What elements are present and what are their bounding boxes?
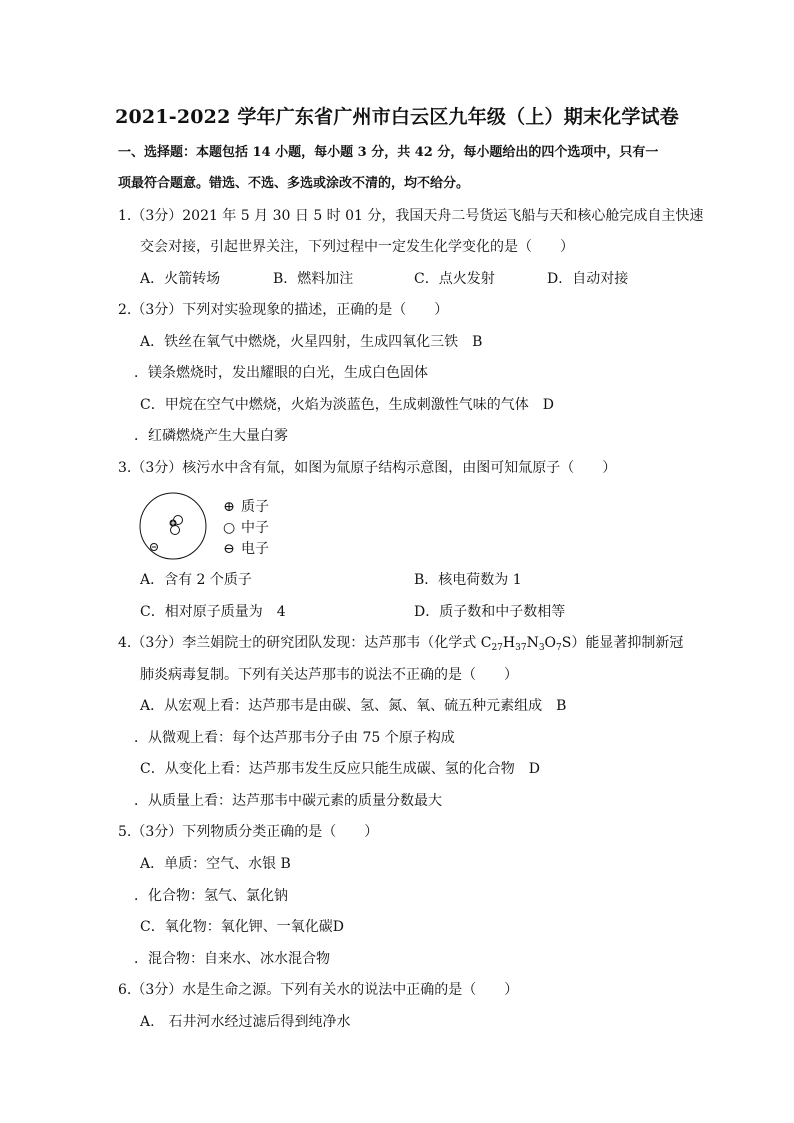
q3-option-a: A．含有 2 个质子 xyxy=(140,572,252,588)
section-instruction-line1: 一、选择题：本题包括 14 小题，每小题 3 分，共 42 分，每小题给出的四个选项中，只有一 xyxy=(118,145,659,160)
electron-icon: ⊖ xyxy=(223,541,235,557)
q1-option-c: C．点火发射 xyxy=(414,271,495,287)
q3-option-b: B．核电荷数为 1 xyxy=(414,572,522,588)
q2-stem: 2.（3分）下列对实验现象的描述，正确的是（ ） xyxy=(118,302,449,318)
q2-option-b: ．镁条燃烧时，发出耀眼的白光，生成白色固体 xyxy=(134,365,428,381)
neutron-icon: ○ xyxy=(223,520,236,536)
q4-option-b: ．从微观上看：每个达芦那韦分子由 75 个原子构成 xyxy=(134,730,455,746)
q4-option-d: ．从质量上看：达芦那韦中碳元素的质量分数最大 xyxy=(134,793,442,809)
formula-n-count: 3 xyxy=(538,643,545,653)
legend-proton-label: 质子 xyxy=(241,499,269,515)
q1-option-a: A．火箭转场 xyxy=(140,271,221,287)
formula-h-count: 37 xyxy=(515,643,527,653)
formula-h: H xyxy=(502,635,516,651)
q5-option-b: ．化合物：氢气、氯化钠 xyxy=(134,888,288,904)
nucleus-neutron-bottom xyxy=(171,526,180,535)
q1-stem-line2: 交会对接，引起世界关注，下列过程中一定发生化学变化的是（ ） xyxy=(140,239,574,255)
q4-option-a: A．从宏观上看：达芦那韦是由碳、氢、氮、氧、硫五种元素组成 B xyxy=(140,698,567,714)
legend-neutron xyxy=(223,517,269,537)
q5-option-a: A．单质：空气、水银 B xyxy=(140,856,291,872)
q1-stem-line1: 1.（3分）2021 年 5 月 30 日 5 时 01 分，我国天舟二号货运飞船与天和核心舱完成自主快速 xyxy=(118,208,704,224)
q2-option-a: A．铁丝在氧气中燃烧，火星四射，生成四氧化三铁 B xyxy=(140,334,483,350)
formula-o-count: 7 xyxy=(556,643,562,653)
q3-option-d: D．质子数和中子数相等 xyxy=(414,604,566,620)
q2-option-c: C．甲烷在空气中燃烧，火焰为淡蓝色，生成刺激性气味的气体 D xyxy=(140,397,554,413)
legend-neutron-label: 中子 xyxy=(241,520,269,536)
q3-stem: 3.（3分）核污水中含有氚，如图为氚原子结构示意图，由图可知氚原子（ ） xyxy=(118,460,617,476)
q3-option-c: C．相对原子质量为 4 xyxy=(140,604,286,620)
legend-proton xyxy=(223,496,269,516)
q1-option-d: D．自动对接 xyxy=(547,271,629,287)
q5-option-d: ．混合物：自来水、冰水混合物 xyxy=(134,951,330,967)
formula-c-count: 27 xyxy=(491,643,503,653)
q2-option-d: ．红磷燃烧产生大量白雾 xyxy=(134,428,288,444)
q1-option-b: B．燃料加注 xyxy=(273,271,354,287)
q4-stem-line1-end: S）能显著抑制新冠 xyxy=(561,635,684,651)
formula-o: O xyxy=(544,635,557,651)
proton-icon: ⊕ xyxy=(223,499,235,515)
tritium-atom-diagram xyxy=(138,494,212,558)
q5-stem: 5.（3分）下列物质分类正确的是（ ） xyxy=(118,824,379,840)
q6-option-a: A. 石井河水经过滤后得到纯净水 xyxy=(140,1014,351,1030)
q6-stem: 6.（3分）水是生命之源。下列有关水的说法中正确的是（ ） xyxy=(118,982,519,998)
exam-title: 2021-2022 学年广东省广州市白云区九年级（上）期末化学试卷 xyxy=(115,106,679,128)
q4-stem-line2: 肺炎病毒复制。下列有关达芦那韦的说法不正确的是（ ） xyxy=(140,667,518,683)
legend-electron xyxy=(223,538,269,558)
q5-option-c: C．氧化物：氧化钾、一氧化碳D xyxy=(140,919,344,935)
section-instruction-line2: 项最符合题意。错选、不选、多选或涂改不清的，均不给分。 xyxy=(118,176,470,191)
formula-n: N xyxy=(526,635,539,651)
q4-option-c: C．从变化上看：达芦那韦发生反应只能生成碳、氢的化合物 D xyxy=(140,761,540,777)
q4-stem-line1-text: 4.（3分）李兰娟院士的研究团队发现：达芦那韦（化学式 C xyxy=(118,635,492,651)
legend-electron-label: 电子 xyxy=(241,541,269,557)
q4-stem-line1 xyxy=(118,633,683,655)
